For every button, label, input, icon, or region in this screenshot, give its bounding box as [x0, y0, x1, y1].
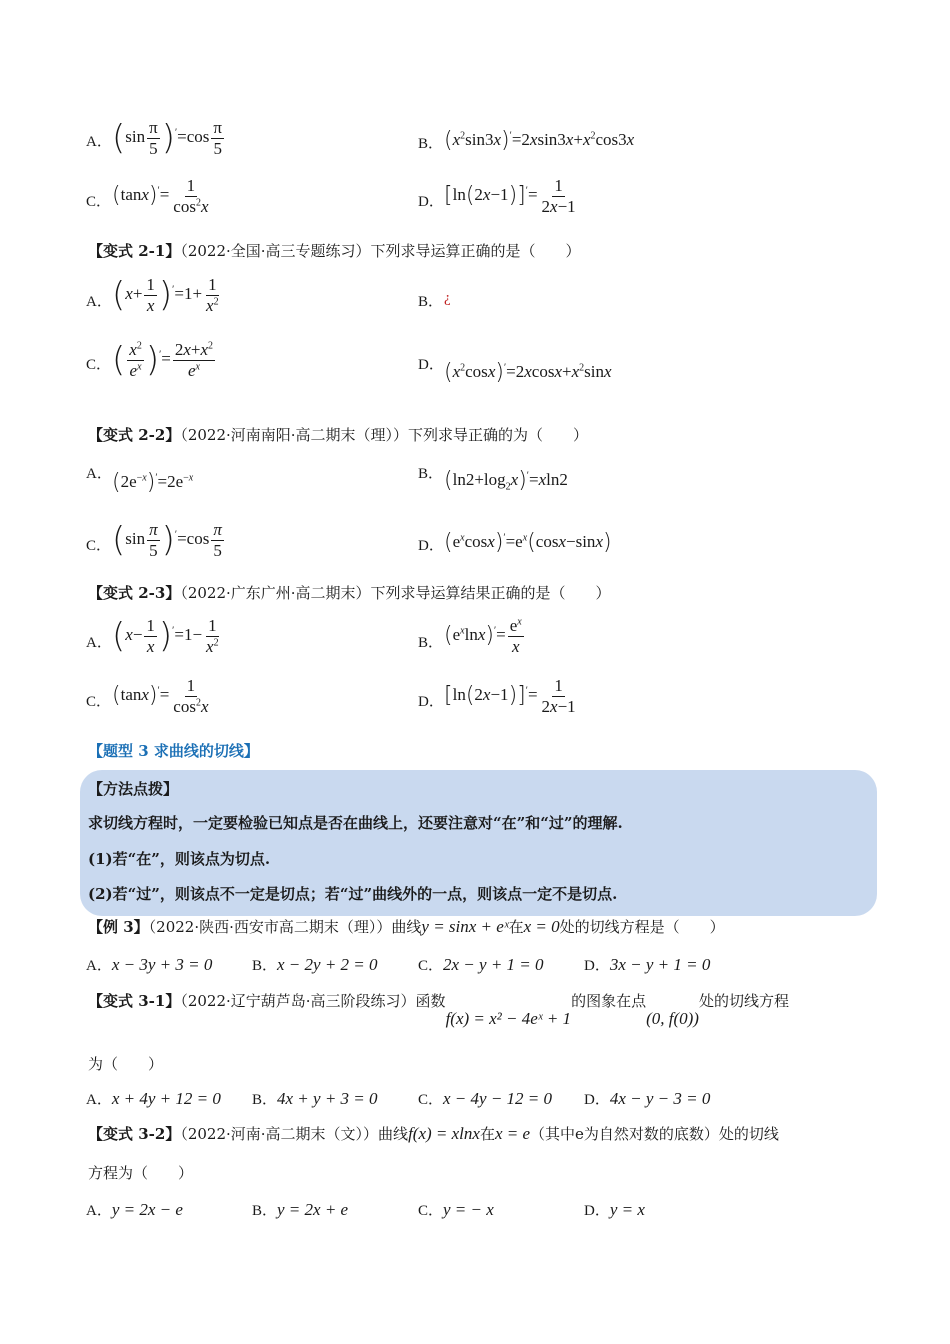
v21-option-d-formula: $(x^2\cos x)'=2xcosx+x^2\sin x$	[444, 360, 612, 386]
v32-func: f(x) = xlnx	[408, 1124, 480, 1143]
v31-option-d-text: 4x − y − 3 = 0	[609, 1089, 711, 1108]
v32-option-a-text: y = 2x − e	[111, 1200, 183, 1219]
v22-option-d-label: D．	[418, 538, 444, 554]
q1-option-c-formula: (tanx)′= $\frac{1}{\cos^2x}$	[112, 176, 209, 216]
v23-source: （2022·广东广州·高二期末）	[180, 584, 371, 602]
v31-option-c-label: C．	[418, 1092, 444, 1108]
v22-source: （2022·河南南阳·高二期末（理））	[180, 426, 409, 444]
v23-option-d-label: D．	[418, 694, 444, 710]
ex3-tag: 【例 3】	[88, 918, 149, 936]
v21-option-c-formula: ( $\frac{x^2}{e^x}$ )′= $\frac{2x+x^2}{e^x}$	[112, 340, 214, 381]
ex3-option-c-text: 2x − y + 1 = 0	[443, 955, 544, 974]
v21-option-b-label: B．	[418, 294, 444, 310]
v32-option-a	[86, 1199, 183, 1220]
v23-option-b-label: B．	[418, 635, 444, 651]
v23-option-c-formula: (tanx)′= $\frac{1}{\cos^2x}$	[112, 676, 209, 716]
v22-tag: 【变式 2-2】	[88, 426, 181, 444]
ex3-pre: 曲线	[391, 918, 422, 936]
ex3-option-a-text: x − 3y + 3 = 0	[111, 955, 213, 974]
v32-option-c-text: y = − x	[443, 1200, 494, 1219]
v32-option-c	[418, 1199, 494, 1220]
ex3-option-a	[86, 954, 212, 975]
v23-stem: 下列求导运算结果正确的是（ ）	[370, 584, 611, 602]
v31-tag: 【变式 3-1】	[88, 992, 181, 1010]
v21-option-a-formula: (x+ $\frac{1}{x}$ )′=1+ $\frac{1}{x^2}$	[112, 275, 219, 316]
v32-post: （其中e为自然对数的底数）处的切线	[530, 1125, 779, 1143]
v31-option-b-label: B．	[252, 1092, 278, 1108]
method-line-1: 求切线方程时，一定要检验已知点是否在曲线上，还要注意对“在”和“过”的理解.	[88, 814, 623, 832]
v31-source: （2022·辽宁葫芦岛·高三阶段练习）	[180, 992, 416, 1010]
v32-option-b-text: y = 2x + e	[277, 1200, 349, 1219]
v22-option-a-formula: $(2e^{-x})'=2e^{-x}$	[112, 470, 194, 496]
ex3-option-b-label: B．	[252, 958, 278, 974]
v22-stem: 下列求导正确的为（ ）	[408, 426, 589, 444]
ex3-post: 处的切线方程是（ ）	[559, 918, 725, 936]
method-line-3: (2)若“过”，则该点不一定是切点；若“过”曲线外的一点，则该点一定不是切点.	[88, 885, 618, 903]
ex3-option-c	[418, 954, 544, 975]
ex3-option-c-label: C．	[418, 958, 444, 974]
q1-option-b-formula: $(x^2\sin 3x)'=2xsin3x+x^2\cos 3x$	[444, 128, 635, 154]
q1-option-a-label: A．	[86, 134, 112, 150]
v32-option-b-label: B．	[252, 1203, 278, 1219]
v23-question	[88, 582, 611, 603]
v21-option-c-label: C．	[86, 357, 112, 373]
ex3-curve: y = sinx + eˣ	[421, 917, 509, 936]
v21-option-a-label: A．	[86, 294, 112, 310]
ex3-source: （2022·陕西·西安市高二期末（理））	[148, 918, 392, 936]
v21-stem: 下列求导运算正确的是（ ）	[370, 242, 581, 260]
ex3-option-d-label: D．	[584, 958, 610, 974]
v32-source: （2022·河南·高二期末（文））	[180, 1125, 379, 1143]
v32-point: x = e	[494, 1124, 531, 1143]
v32-option-a-label: A．	[86, 1203, 112, 1219]
v31-point: (0, f(0))	[646, 1009, 699, 1028]
v31-option-a	[86, 1088, 221, 1109]
ex3-option-d-text: 3x − y + 1 = 0	[609, 955, 711, 974]
v23-option-a-label: A．	[86, 635, 112, 651]
v31-post: 处的切线方程	[698, 992, 789, 1010]
v32-pre: 曲线	[378, 1125, 409, 1143]
v32-option-b	[252, 1199, 348, 1220]
v21-option-b-text: ¿	[444, 290, 451, 306]
v23-option-c-label: C．	[86, 694, 112, 710]
v31-option-c-text: x − 4y − 12 = 0	[443, 1089, 553, 1108]
v23-option-a-formula: (x− $\frac{1}{x}$ )′=1− $\frac{1}{x^2}$	[112, 616, 219, 657]
v31-option-c	[418, 1088, 552, 1109]
v32-option-c-label: C．	[418, 1203, 444, 1219]
v31-option-a-text: x + 4y + 12 = 0	[111, 1089, 221, 1108]
v21-tag: 【变式 2-1】	[88, 242, 181, 260]
v31-question-cont: 为（ ）	[88, 1055, 164, 1073]
v31-option-d-label: D．	[584, 1092, 610, 1108]
v23-option-b-formula: $(e^x\ln x)'=$ $\frac{e^x}{x}$	[444, 616, 522, 656]
ex3-option-b	[252, 954, 378, 975]
v31-mid: 的图象在点	[571, 992, 647, 1010]
v22-option-a-label: A．	[86, 466, 112, 482]
v31-option-a-label: A．	[86, 1092, 112, 1108]
v22-option-c-label: C．	[86, 538, 112, 554]
q1-option-a-formula: (sin $\frac{\pi}{5}$ )′=cos $\frac{\pi}{5}$	[112, 118, 222, 159]
v32-mid: 在	[479, 1125, 495, 1143]
v22-option-b-formula: $(\ln 2+\log_2x)'=xln2$	[444, 468, 568, 494]
v32-tag: 【变式 3-2】	[88, 1125, 181, 1143]
v22-option-b-label: B．	[418, 466, 444, 482]
q1-option-c-label: C．	[86, 194, 112, 210]
ex3-option-b-text: x − 2y + 2 = 0	[277, 955, 378, 974]
q1-option-b-label: B．	[418, 136, 444, 152]
q1-option-d-label: D．	[418, 194, 444, 210]
v22-option-c-formula: (sin $\frac{\pi}{5}$ )′=cos $\frac{\pi}{5}$	[112, 520, 222, 561]
ex3-mid: 在	[508, 918, 524, 936]
v32-option-d-label: D．	[584, 1203, 610, 1219]
v21-option-d-label: D．	[418, 357, 444, 373]
v32-question-cont: 方程为（ ）	[88, 1164, 194, 1182]
v32-option-d	[584, 1199, 645, 1220]
v21-question	[88, 240, 581, 261]
v32-option-d-text: y = x	[609, 1200, 645, 1219]
v21-source: （2022·全国·高三专题练习）	[180, 242, 371, 260]
v31-pre: 函数	[415, 992, 446, 1010]
method-line-2: (1)若“在”，则该点为切点.	[88, 850, 271, 868]
ex3-point: x = 0	[523, 917, 560, 936]
v31-func: f(x) = x² − 4eˣ + 1	[445, 1009, 572, 1028]
ex3-option-d	[584, 954, 710, 975]
v22-question	[88, 424, 588, 445]
v32-question	[88, 1123, 779, 1144]
v22-option-d-formula: $(e^x\cos x)'=e^x(\cos x-\sin x)$	[444, 530, 612, 556]
ex3-option-a-label: A．	[86, 958, 112, 974]
ex3-question	[88, 916, 725, 937]
method-title: 【方法点拨】	[88, 780, 179, 798]
v23-tag: 【变式 2-3】	[88, 584, 181, 602]
v31-option-d	[584, 1088, 710, 1109]
v31-option-b	[252, 1088, 378, 1109]
v31-option-b-text: 4x + y + 3 = 0	[277, 1089, 378, 1108]
v31-question	[88, 990, 789, 1028]
section-3-title: 【题型 3 求曲线的切线】	[88, 742, 259, 760]
q1-option-d-formula: [ln(2x−1)]′= $\frac{1}{2x-1}$	[444, 176, 576, 216]
v23-option-d-formula: [ln(2x−1)]′= $\frac{1}{2x-1}$	[444, 676, 576, 716]
